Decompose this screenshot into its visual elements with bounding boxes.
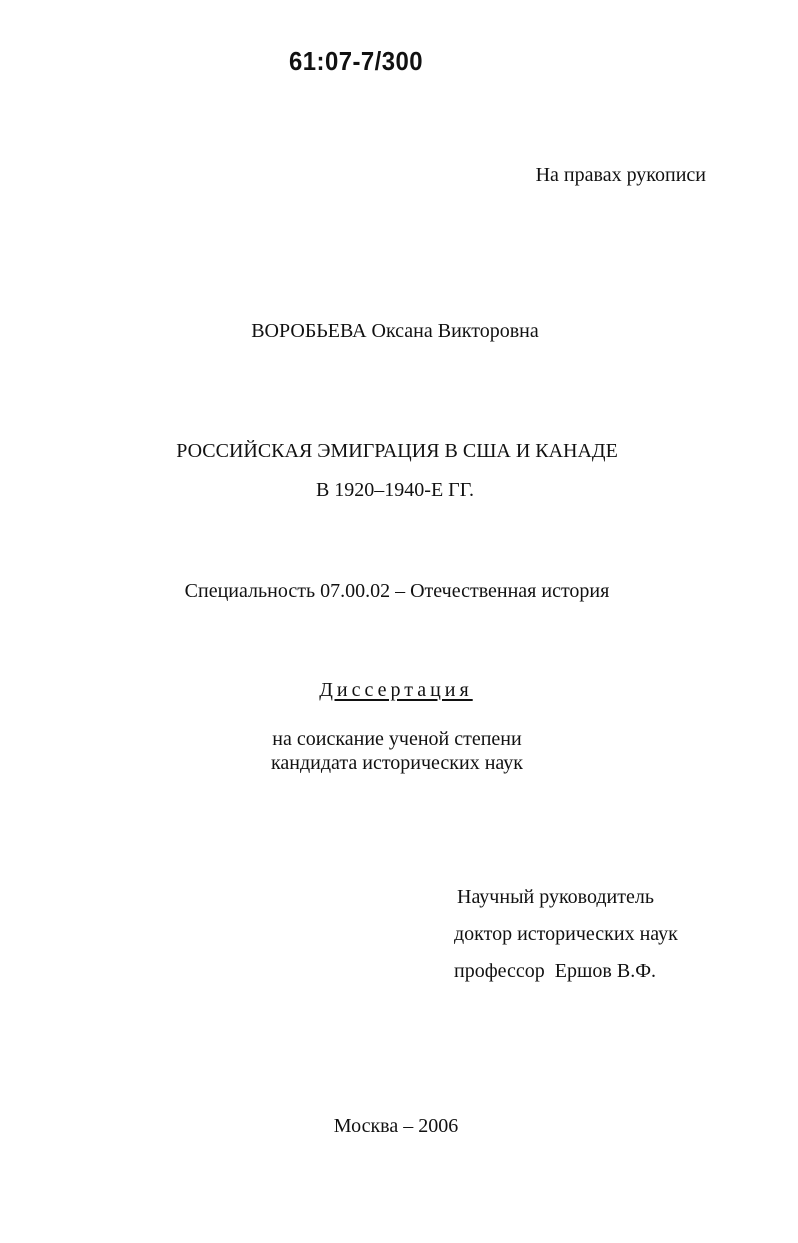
supervisor-name: профессор Ершов В.Ф. <box>454 960 656 982</box>
specialty: Специальность 07.00.02 – Отечественная история <box>184 580 610 602</box>
degree-line-2: кандидата исторических наук <box>270 752 524 774</box>
manuscript-rights-note: На правах рукописи <box>535 164 706 186</box>
author-name: ВОРОБЬЕВА Оксана Викторовна <box>251 320 539 342</box>
archive-stamp: 61:07-7/300 <box>289 46 424 76</box>
city-year: Москва – 2006 <box>333 1115 459 1137</box>
degree-line-1: на соискание ученой степени <box>272 728 522 750</box>
supervisor-degree: доктор исторических наук <box>454 923 678 945</box>
thesis-title-line-1: РОССИЙСКАЯ ЭМИГРАЦИЯ В США И КАНАДЕ <box>176 440 618 462</box>
thesis-title-line-2: В 1920–1940-Е ГГ. <box>315 479 475 501</box>
supervisor-role: Научный руководитель <box>457 886 654 908</box>
document-type: Диссертация <box>319 679 473 701</box>
